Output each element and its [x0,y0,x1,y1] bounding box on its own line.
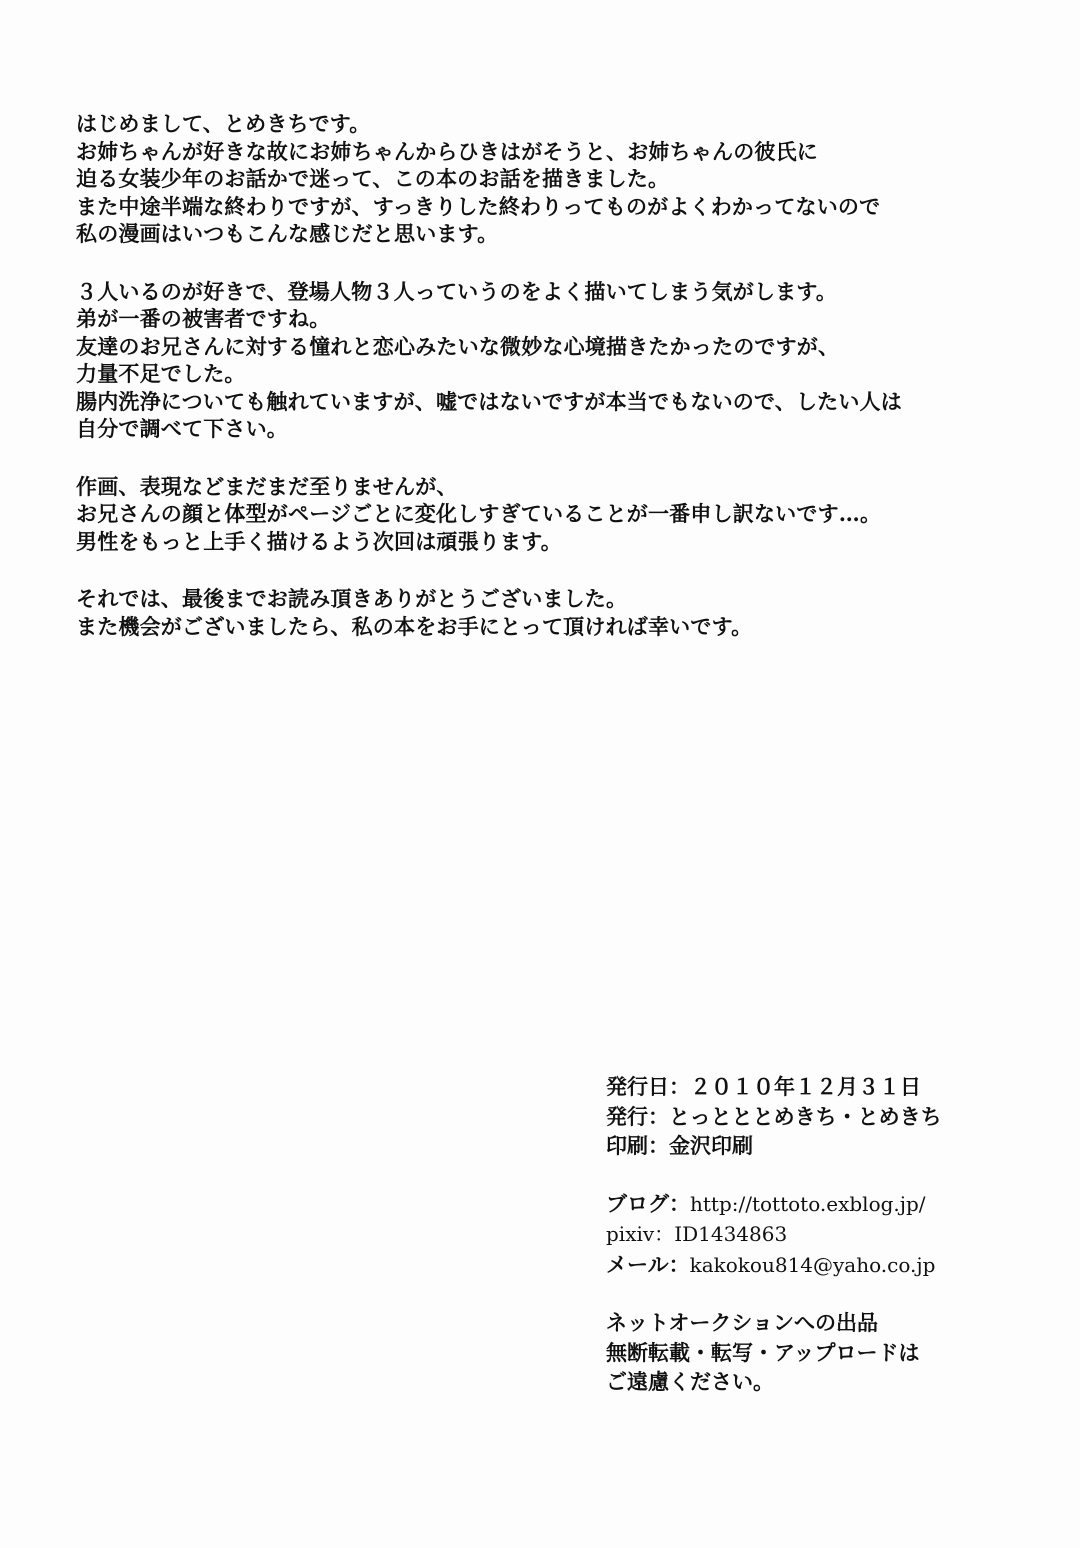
text-line: 私の漫画はいつもこんな感じだと思います。 [76,221,499,246]
pixiv-id: ID1434863 [674,1222,788,1246]
blog-row [606,1189,1046,1220]
afterword-paragraph-2 [76,278,1016,443]
mail-row [606,1250,1046,1281]
text-line: 力量不足でした。 [76,361,246,386]
text-line: お姉ちゃんが好きな故にお姉ちゃんからひきはがそうと、お姉ちゃんの彼氏に [76,138,818,164]
publication-info [606,1072,1046,1161]
text-line: 迫る女装少年のお話かで迷って、この本のお話を描きました。 [76,166,670,191]
printer-label: 印刷： [606,1133,669,1158]
text-line: また機会がございましたら、私の本をお手にとって頂ければ幸いです。 [76,613,753,639]
notice-line: ご遠慮ください。 [606,1369,774,1394]
text-line: 作画、表現などまだまだ至りませんが、 [76,473,458,499]
text-line: お兄さんの顔と体型がページごとに変化しすぎていることが一番申し訳ないです…。 [76,501,882,526]
contact-info [606,1189,1046,1281]
text-line: 自分で調べて下さい。 [76,416,288,441]
text-line: 腸内洗浄についても触れていますが、嘘ではないですが本当でもないので、したい人は [76,388,902,414]
pixiv-label: pixiv： [606,1222,675,1246]
blog-url: http://tottoto.exblog.jp/ [690,1191,926,1216]
publish-date: ２０１０年１２月３１日 [690,1074,921,1099]
text-line: それでは、最後までお読み頂きありがとうございました。 [76,586,628,611]
notice-line: ネットオークションへの出品 [606,1310,878,1335]
afterword-paragraph-3 [76,473,1016,556]
reproduction-notice [606,1308,1046,1397]
text-line: 友達のお兄さんに対する憧れと恋心みたいな微妙な心境描きたかったのですが、 [76,333,840,359]
publish-date-row [606,1072,1046,1102]
mail-address: kakokou814@yaho.co.jp [689,1252,936,1277]
publisher: とっとととめきち・とめきち [669,1103,942,1129]
afterword-text [76,110,1016,670]
text-line: はじめまして、とめきちです。 [76,111,371,136]
text-line: 男性をもっと上手く描けるよう次回は頑張ります。 [76,528,562,554]
text-line: また中途半端な終わりですが、すっきりした終わりってものがよくわかってないので [76,193,881,219]
publish-date-label: 発行日： [606,1074,690,1099]
colophon [606,1072,1046,1425]
printer: 金沢印刷 [669,1133,753,1158]
text-line: 弟が一番の被害者ですね。 [76,306,331,331]
afterword-paragraph-1 [76,110,1016,248]
publisher-row [606,1102,1046,1132]
printer-row [606,1131,1046,1161]
publisher-label: 発行： [606,1103,669,1129]
text-line: ３人いるのが好きで、登場人物３人っていうのをよく描いてしまう気がします。 [76,278,838,304]
blog-label: ブログ： [606,1190,690,1216]
notice-line: 無断転載・転写・アップロードは [606,1339,920,1365]
mail-label: メール： [606,1251,690,1277]
pixiv-row [606,1219,1046,1250]
afterword-paragraph-4 [76,585,1016,640]
